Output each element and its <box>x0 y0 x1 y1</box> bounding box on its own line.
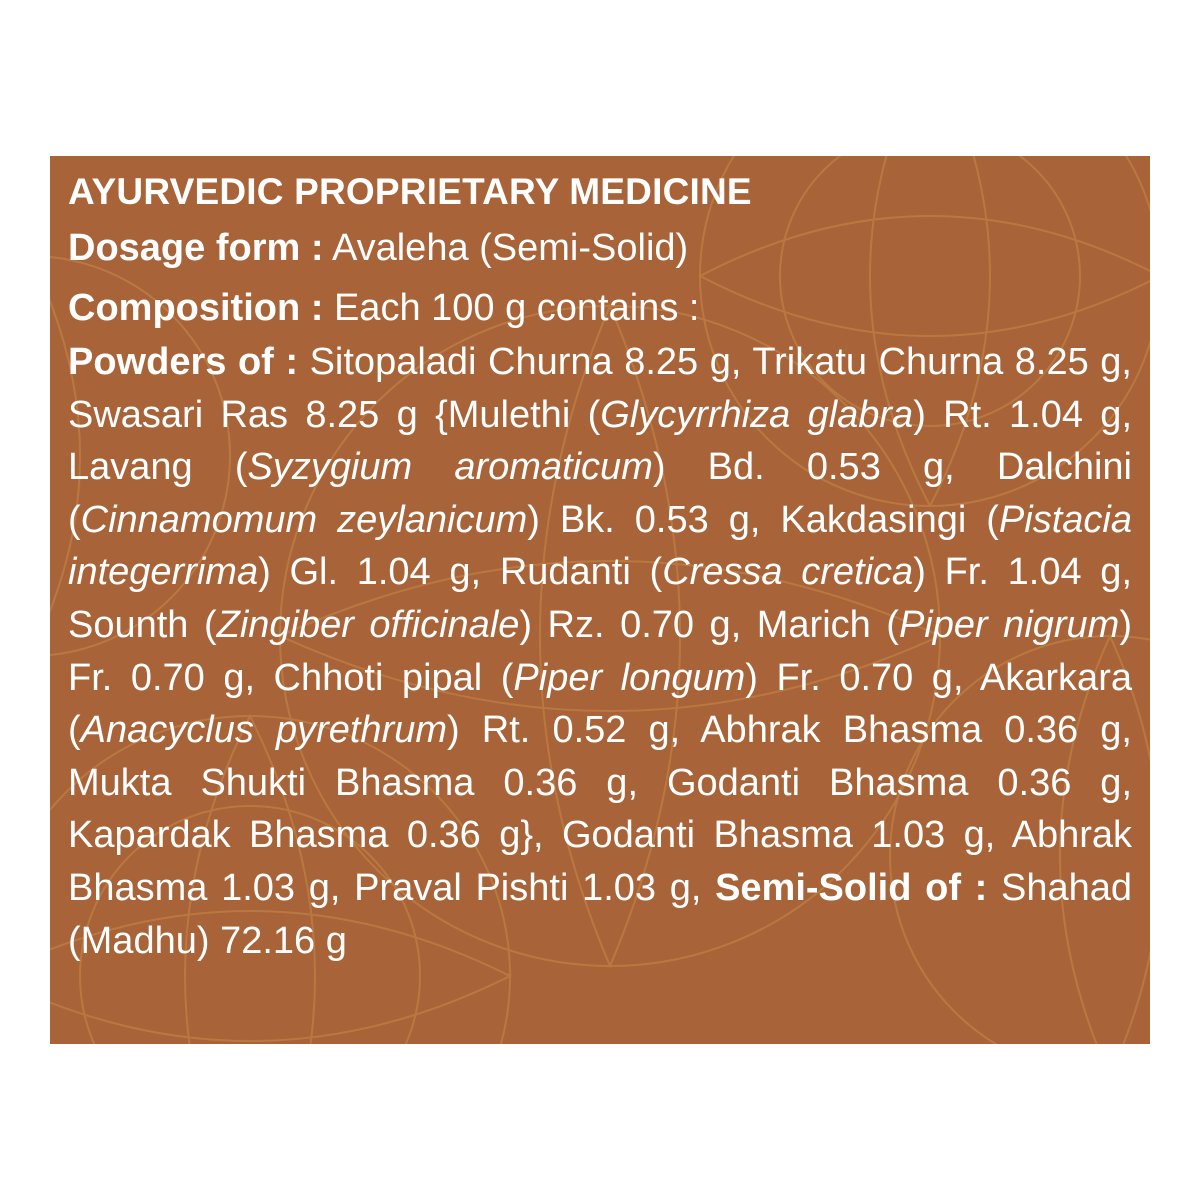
ingredient-segment: Shahad (Madhu) 72.16 g <box>68 866 1132 962</box>
botanical-name: Cressa cretica <box>662 551 914 594</box>
dosage-form-label: Dosage form : <box>68 227 324 269</box>
botanical-name: Piper nigrum <box>898 603 1120 646</box>
ingredient-segment: ) Rz. 0.70 g, Marich ( <box>519 603 899 646</box>
botanical-name: Cinnamomum zeylanicum <box>80 498 528 541</box>
composition-value: Each 100 g contains : <box>323 287 700 329</box>
ingredient-segment: ) Rt. 1.04 g, Lavang ( <box>68 393 1132 489</box>
composition-label: Composition : <box>68 287 324 329</box>
ingredient-segment: ) Fr. 1.04 g, Sounth ( <box>68 551 1132 646</box>
product-category-heading: AYURVEDIC PROPRIETARY MEDICINE <box>68 171 752 212</box>
ingredient-segment: ) Bk. 0.53 g, Kakdasingi ( <box>527 498 999 541</box>
ingredient-segment: ) Fr. 0.70 g, Chhoti pipal ( <box>68 603 1132 699</box>
ingredient-segment: ) Bd. 0.53 g, Dalchini ( <box>68 446 1132 541</box>
botanical-name: Syzygium aromaticum <box>247 446 653 489</box>
label-panel <box>50 156 1150 1044</box>
ingredient-segment: Semi-Solid of : <box>715 866 988 909</box>
ingredient-segment: ) Gl. 1.04 g, Rudanti ( <box>258 551 663 594</box>
ingredient-segment: Powders of : <box>68 341 299 383</box>
composition-line <box>68 282 1132 334</box>
botanical-name: Glycyrrhiza glabra <box>600 393 914 436</box>
ingredient-segment: ) Rt. 0.52 g, Abhrak Bhasma 0.36 g, Mukta Shukti Bhasma 0.36 g, Godanti Bhasma 0.36 g, Kapardak Bhasma 0.36 g}, Godanti Bhasma 1.03 g, Abhrak Bhasma 1.03 g, Praval Pishti 1.03 g, <box>68 709 1132 909</box>
botanical-name: Pistacia integerrima <box>68 498 1132 594</box>
label-text-block <box>68 170 1132 967</box>
botanical-name: Piper longum <box>513 656 746 699</box>
ingredients-paragraph <box>68 336 1132 967</box>
dosage-form-line <box>68 222 1132 274</box>
botanical-name: Anacyclus pyrethrum <box>80 709 448 752</box>
ingredient-segment: ) Fr. 0.70 g, Akarkara ( <box>68 656 1132 752</box>
dosage-form-value: Avaleha (Semi-Solid) <box>323 227 689 269</box>
ingredient-segment: Sitopaladi Churna 8.25 g, Trikatu Churna 8.25 g, Swasari Ras 8.25 g {Mulethi ( <box>68 341 1132 436</box>
botanical-name: Zingiber officinale <box>216 603 520 646</box>
